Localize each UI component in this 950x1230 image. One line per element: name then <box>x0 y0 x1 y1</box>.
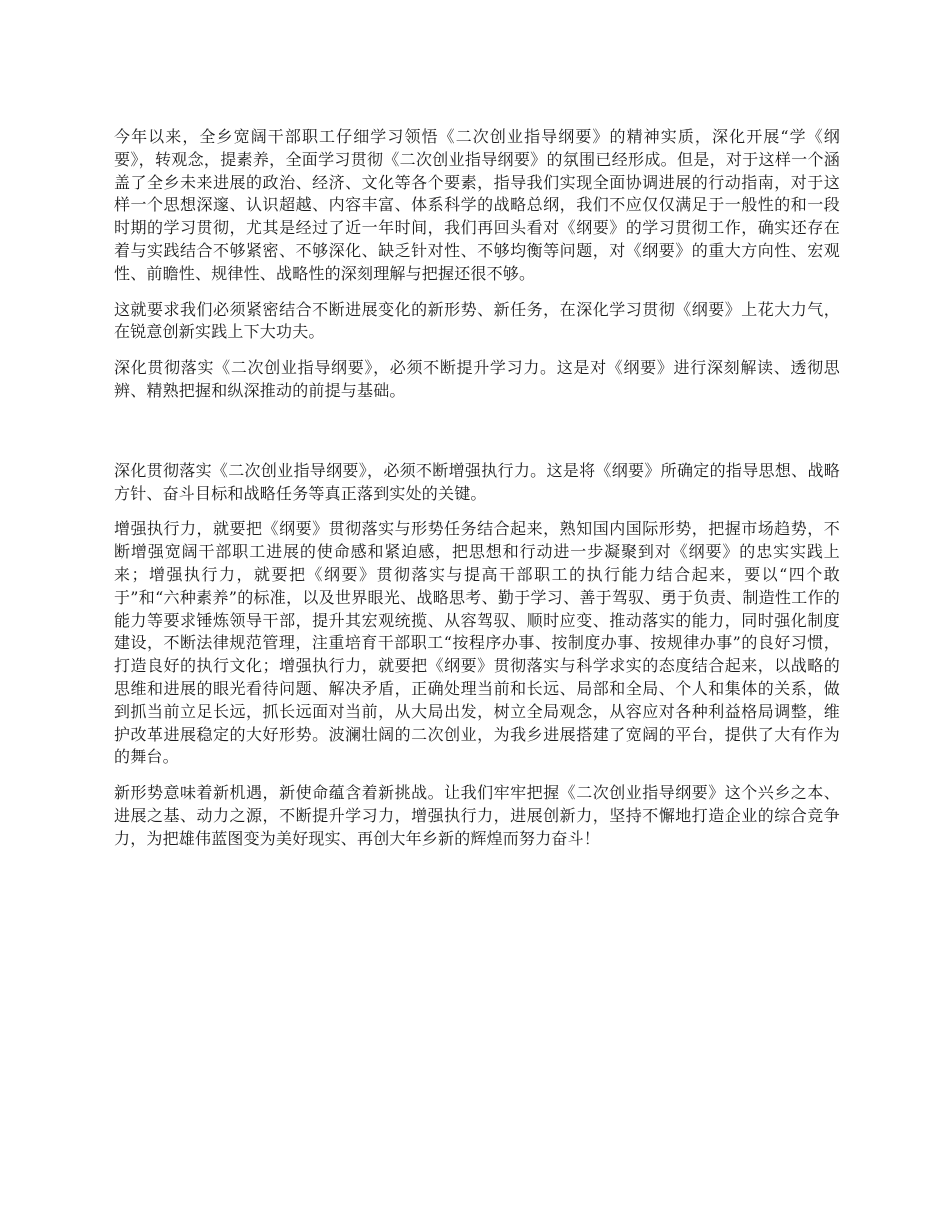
paragraph-execution-ability: 深化贯彻落实《二次创业指导纲要》，必须不断增强执行力。这是将《纲要》所确定的指导思想、战略方针、奋斗目标和战略任务等真正落到实处的关键。 <box>114 460 840 503</box>
document-body <box>114 126 840 864</box>
paragraph-conclusion: 新形势意味着新机遇，新使命蕴含着新挑战。让我们牢牢把握《二次创业指导纲要》这个兴乡之本、进展之基、动力之源，不断提升学习力，增强执行力，进展创新力，坚持不懈地打造企业的综合竞争力，为把雄伟蓝图变为美好现实、再创大年乡新的辉煌而努力奋斗！ <box>114 783 840 848</box>
paragraph-requirement: 这就要求我们必须紧密结合不断进展变化的新形势、新任务，在深化学习贯彻《纲要》上花大力气，在锐意创新实践上下大功夫。 <box>114 299 840 342</box>
paragraph-learning-ability: 深化贯彻落实《二次创业指导纲要》，必须不断提升学习力。这是对《纲要》进行深刻解读、透彻思辨、精熟把握和纵深推动的前提与基础。 <box>114 358 840 400</box>
paragraph-intro: 今年以来，全乡宽阔干部职工仔细学习领悟《二次创业指导纲要》的精神实质，深化开展“学《纲要》，转观念，提素养，全面学习贯彻《二次创业指导纲要》的氛围已经形成。但是，对于这样一个涵盖了全乡未来进展的政治、经济、文化等各个要素，指导我们实现全面协调进展的行动指南，对于这样一个思想深邃、认识超越、内容丰富、体系科学的战略总纲，我们不应仅仅满足于一般性的和一段时期的学习贯彻，尤其是经过了近一年时间，我们再回头看对《纲要》的学习贯彻工作，确实还存在着与实践结合不够紧密、不够深化、缺乏针对性、不够均衡等问题，对《纲要》的重大方向性、宏观性、前瞻性、规律性、战略性的深刻理解与把握还很不够。 <box>114 127 840 283</box>
paragraph-execution-details: 增强执行力，就要把《纲要》贯彻落实与形势任务结合起来，熟知国内国际形势，把握市场趋势，不断增强宽阔干部职工进展的使命感和紧迫感，把思想和行动进一步凝聚到对《纲要》的忠实实践上来；增强执行力，就要把《纲要》贯彻落实与提高干部职工的执行能力结合起来，要以“四个敢于”和“六种素养”的标准，以及世界眼光、战略思考、勤于学习、善于驾驭、勇于负责、制造性工作的能力等要求锤炼领导干部，提升其宏观统揽、从容驾驭、顺时应变、推动落实的能力，同时强化制度建设，不断法律规范管理，注重培育干部职工“按程序办事、按制度办事、按规律办事”的良好习惯，打造良好的执行文化；增强执行力，就要把《纲要》贯彻落实与科学求实的态度结合起来，以战略的思维和进展的眼光看待问题、解决矛盾，正确处理当前和长远、局部和全局、个人和集体的关系，做到抓当前立足长远，抓长远面对当前，从大局出发，树立全局观念，从容应对各种利益格局调整，维护改革进展稳定的大好形势。波澜壮阔的二次创业，为我乡进展搭建了宽阔的平台，提供了大有作为的舞台。 <box>114 519 840 767</box>
